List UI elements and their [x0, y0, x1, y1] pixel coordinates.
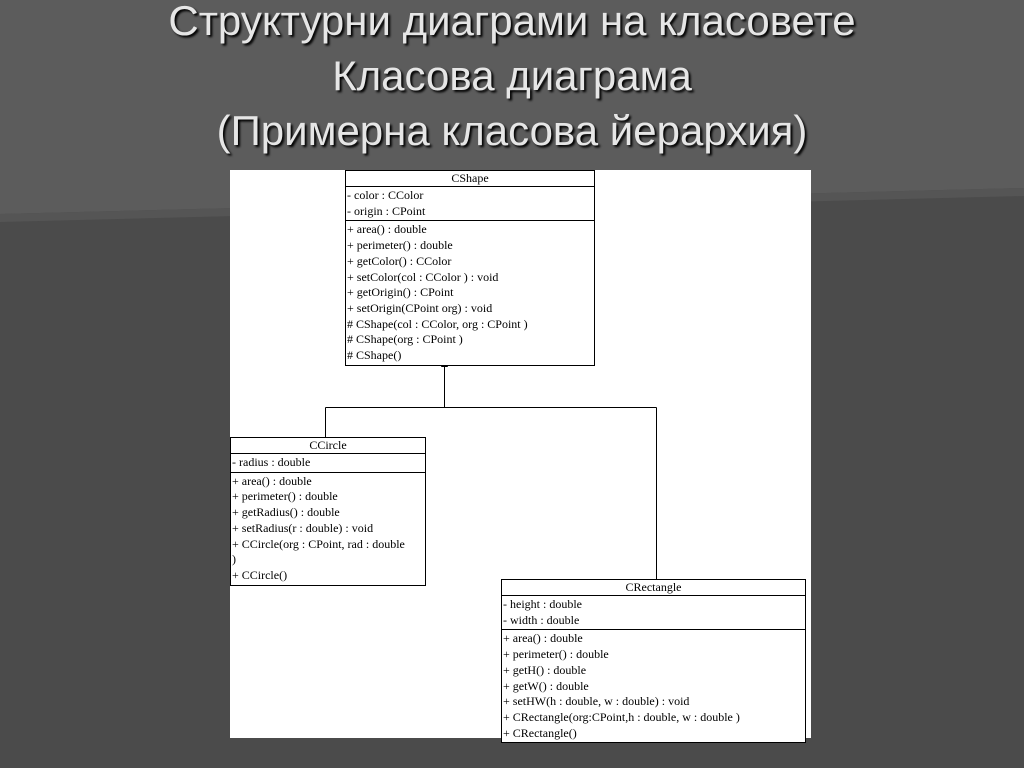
class-cshape — [345, 170, 595, 366]
operation: + CRectangle() — [503, 725, 577, 740]
operation: + getH() : double — [503, 662, 587, 677]
operation: + CCircle(org : CPoint, rad : double ) — [232, 536, 405, 567]
attribute: - radius : double — [232, 455, 311, 469]
class-crectangle — [501, 579, 806, 743]
operation: + getOrigin() : CPoint — [347, 285, 454, 300]
operation: # CShape(col : CColor, org : CPoint ) — [347, 316, 528, 331]
operations-section — [502, 630, 805, 742]
operation: + getRadius() : double — [232, 505, 340, 520]
class-name: CShape — [346, 171, 594, 187]
attribute: - height : double — [503, 597, 582, 611]
attribute: - origin : CPoint — [347, 203, 426, 218]
operation: + setHW(h : double, w : double) : void — [503, 694, 690, 709]
operation: # CShape() — [347, 348, 402, 363]
class-diagram — [230, 170, 811, 738]
operation: + perimeter() : double — [347, 238, 453, 253]
slide-title-line-1: Структурни диаграми на класовете — [168, 0, 856, 44]
operation: + setRadius(r : double) : void — [232, 520, 374, 535]
operations-section — [346, 221, 594, 364]
attributes-section — [231, 454, 425, 473]
operation: + CRectangle(org:CPoint,h : double, w : double ) — [503, 709, 740, 724]
operation: + area() : double — [232, 473, 312, 488]
slide-title-line-2: Класова диаграма — [332, 52, 692, 99]
operation: + CCircle() — [232, 567, 288, 582]
operation: + setColor(col : CColor ) : void — [347, 269, 499, 284]
operations-section — [231, 473, 425, 585]
attributes-section — [346, 187, 594, 221]
operation: # CShape(org : CPoint ) — [347, 332, 463, 347]
class-name: CCircle — [231, 438, 425, 454]
operation: + perimeter() : double — [232, 489, 338, 504]
operation: + area() : double — [503, 631, 583, 646]
operation: + perimeter() : double — [503, 647, 609, 662]
operation: + setOrigin(CPoint org) : void — [347, 300, 493, 315]
class-name: CRectangle — [502, 580, 805, 596]
attribute: - width : double — [503, 612, 580, 627]
attribute: - color : CColor — [347, 188, 424, 202]
operation: + area() : double — [347, 222, 427, 237]
operation: + getW() : double — [503, 678, 589, 693]
operation: + getColor() : CColor — [347, 253, 452, 268]
class-ccircle — [230, 437, 426, 586]
attributes-section — [502, 596, 805, 630]
slide-title-line-3: (Примерна класова йерархия) — [216, 107, 808, 154]
